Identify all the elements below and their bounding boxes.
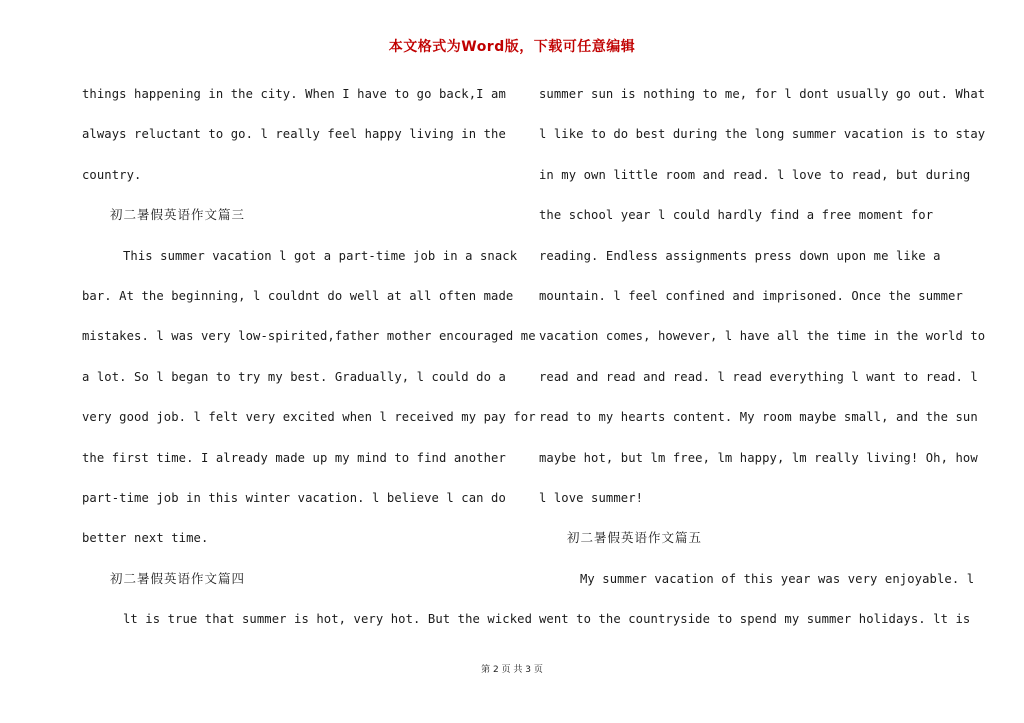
text-line: in my own little room and read. l love to read, but during bbox=[539, 167, 971, 182]
text-line: read to my hearts content. My room maybe small, and the sun bbox=[539, 410, 978, 425]
text-line: the first time. I already made up my mind to find another bbox=[82, 450, 506, 465]
section-heading: 初二暑假英语作文篇三 bbox=[110, 207, 246, 223]
text-line: country. bbox=[82, 167, 142, 182]
text-line: maybe hot, but lm free, lm happy, lm really living! Oh, how bbox=[539, 450, 978, 465]
text-line: mistakes. l was very low-spirited,father mother encouraged me bbox=[82, 329, 536, 344]
section-heading: 初二暑假英语作文篇五 bbox=[567, 530, 703, 546]
document-header-notice: 本文格式为Word版，下载可任意编辑 bbox=[388, 39, 636, 55]
text-line: very good job. l felt very excited when l received my pay for bbox=[82, 410, 536, 425]
right-text-column bbox=[539, 80, 986, 645]
section-heading: 初二暑假英语作文篇四 bbox=[110, 570, 246, 586]
text-line: lt is true that summer is hot, very hot. But the wicked bbox=[123, 612, 533, 627]
text-line: mountain. l feel confined and imprisoned. Once the summer bbox=[539, 288, 963, 303]
text-line: bar. At the beginning, l couldnt do well at all often made bbox=[82, 288, 514, 303]
text-line: summer sun is nothing to me, for l dont usually go out. What bbox=[539, 87, 986, 101]
text-line: reading. Endless assignments press down upon me like a bbox=[539, 248, 941, 263]
left-text-column bbox=[82, 80, 536, 645]
page-number-footer: 第 2 页 共 3 页 bbox=[481, 665, 543, 675]
text-line: My summer vacation of this year was very enjoyable. l bbox=[580, 571, 975, 586]
text-line: l love summer! bbox=[539, 490, 644, 505]
text-line: vacation comes, however, l have all the time in the world to bbox=[539, 329, 986, 344]
text-line: things happening in the city. When I have to go back,I am bbox=[82, 87, 506, 101]
text-line: a lot. So l began to try my best. Gradually, l could do a bbox=[82, 369, 506, 384]
text-line: went to the countryside to spend my summer holidays. lt is bbox=[539, 612, 971, 627]
text-line: l like to do best during the long summer vacation is to stay bbox=[539, 127, 986, 142]
text-line: This summer vacation l got a part-time job in a snack bbox=[123, 248, 518, 263]
text-line: read and read and read. l read everything l want to read. l bbox=[539, 369, 978, 384]
text-line: always reluctant to go. l really feel happy living in the bbox=[82, 127, 506, 142]
text-line: part-time job in this winter vacation. l believe l can do bbox=[82, 490, 506, 505]
text-line: better next time. bbox=[82, 531, 209, 546]
text-line: the school year l could hardly find a free moment for bbox=[539, 208, 934, 223]
